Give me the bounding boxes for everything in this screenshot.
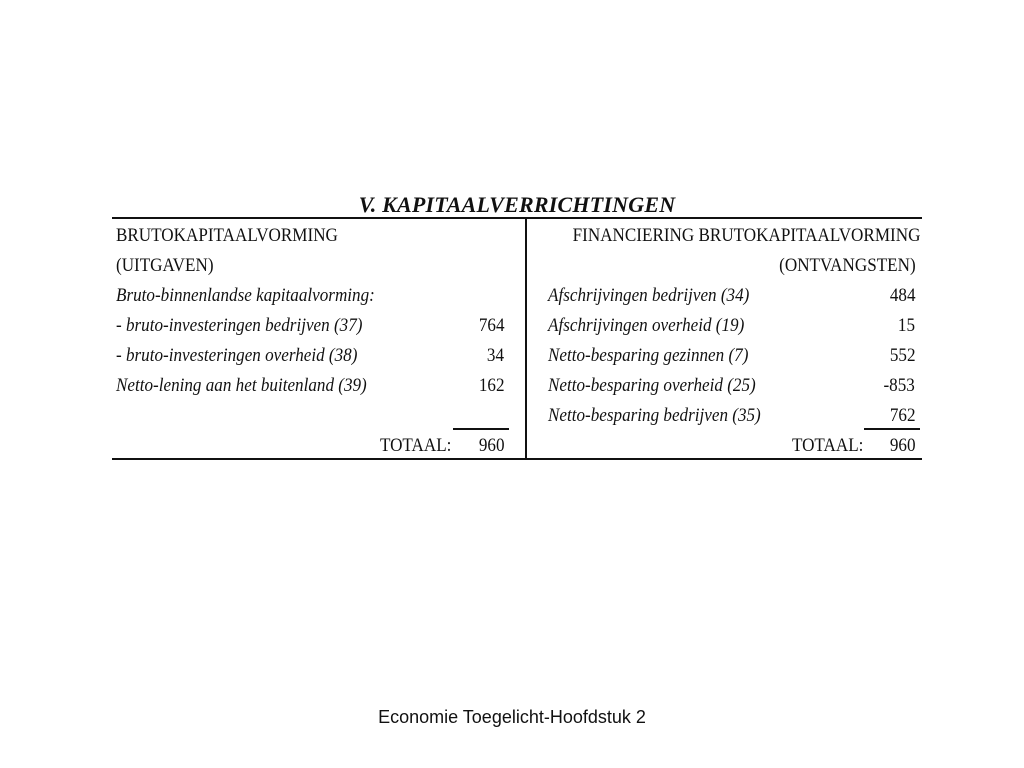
left-header-line2: (UITGAVEN) bbox=[116, 255, 214, 276]
left-header-line1: BRUTOKAPITAALVORMING bbox=[116, 225, 338, 246]
top-rule bbox=[112, 217, 922, 219]
right-header-line1: FINANCIERING BRUTOKAPITAALVORMING bbox=[572, 225, 920, 246]
right-row-value: 762 bbox=[889, 405, 915, 426]
left-total-value: 960 bbox=[478, 435, 504, 456]
left-sum-rule bbox=[453, 428, 509, 430]
left-subheading: Bruto-binnenlandse kapitaalvorming: bbox=[116, 285, 375, 306]
bottom-rule bbox=[112, 458, 922, 460]
left-row-value: 34 bbox=[486, 345, 504, 366]
right-row-label: Afschrijvingen bedrijven (34) bbox=[548, 285, 750, 306]
right-row-label: Netto-besparing bedrijven (35) bbox=[548, 405, 761, 426]
center-divider bbox=[525, 218, 527, 460]
right-row-label: Netto-besparing gezinnen (7) bbox=[548, 345, 749, 366]
right-sum-rule bbox=[864, 428, 920, 430]
left-total-label: TOTAAL: bbox=[379, 435, 451, 456]
table-title: V. KAPITAALVERRICHTINGEN bbox=[358, 192, 676, 217]
right-row-value: -853 bbox=[883, 375, 915, 396]
slide-footer: Economie Toegelicht-Hoofdstuk 2 bbox=[378, 707, 646, 727]
right-header-line2: (ONTVANGSTEN) bbox=[779, 255, 916, 276]
right-row-value: 15 bbox=[897, 315, 915, 336]
left-row-value: 764 bbox=[478, 315, 504, 336]
right-total-value: 960 bbox=[889, 435, 915, 456]
left-row-label: - bruto-investeringen overheid (38) bbox=[116, 345, 358, 366]
right-row-label: Netto-besparing overheid (25) bbox=[548, 375, 756, 396]
right-row-value: 552 bbox=[889, 345, 915, 366]
left-row-label: Netto-lening aan het buitenland (39) bbox=[116, 375, 367, 396]
right-row-label: Afschrijvingen overheid (19) bbox=[548, 315, 745, 336]
left-row-value: 162 bbox=[478, 375, 504, 396]
right-row-value: 484 bbox=[889, 285, 915, 306]
right-total-label: TOTAAL: bbox=[791, 435, 863, 456]
left-row-label: - bruto-investeringen bedrijven (37) bbox=[116, 315, 363, 336]
